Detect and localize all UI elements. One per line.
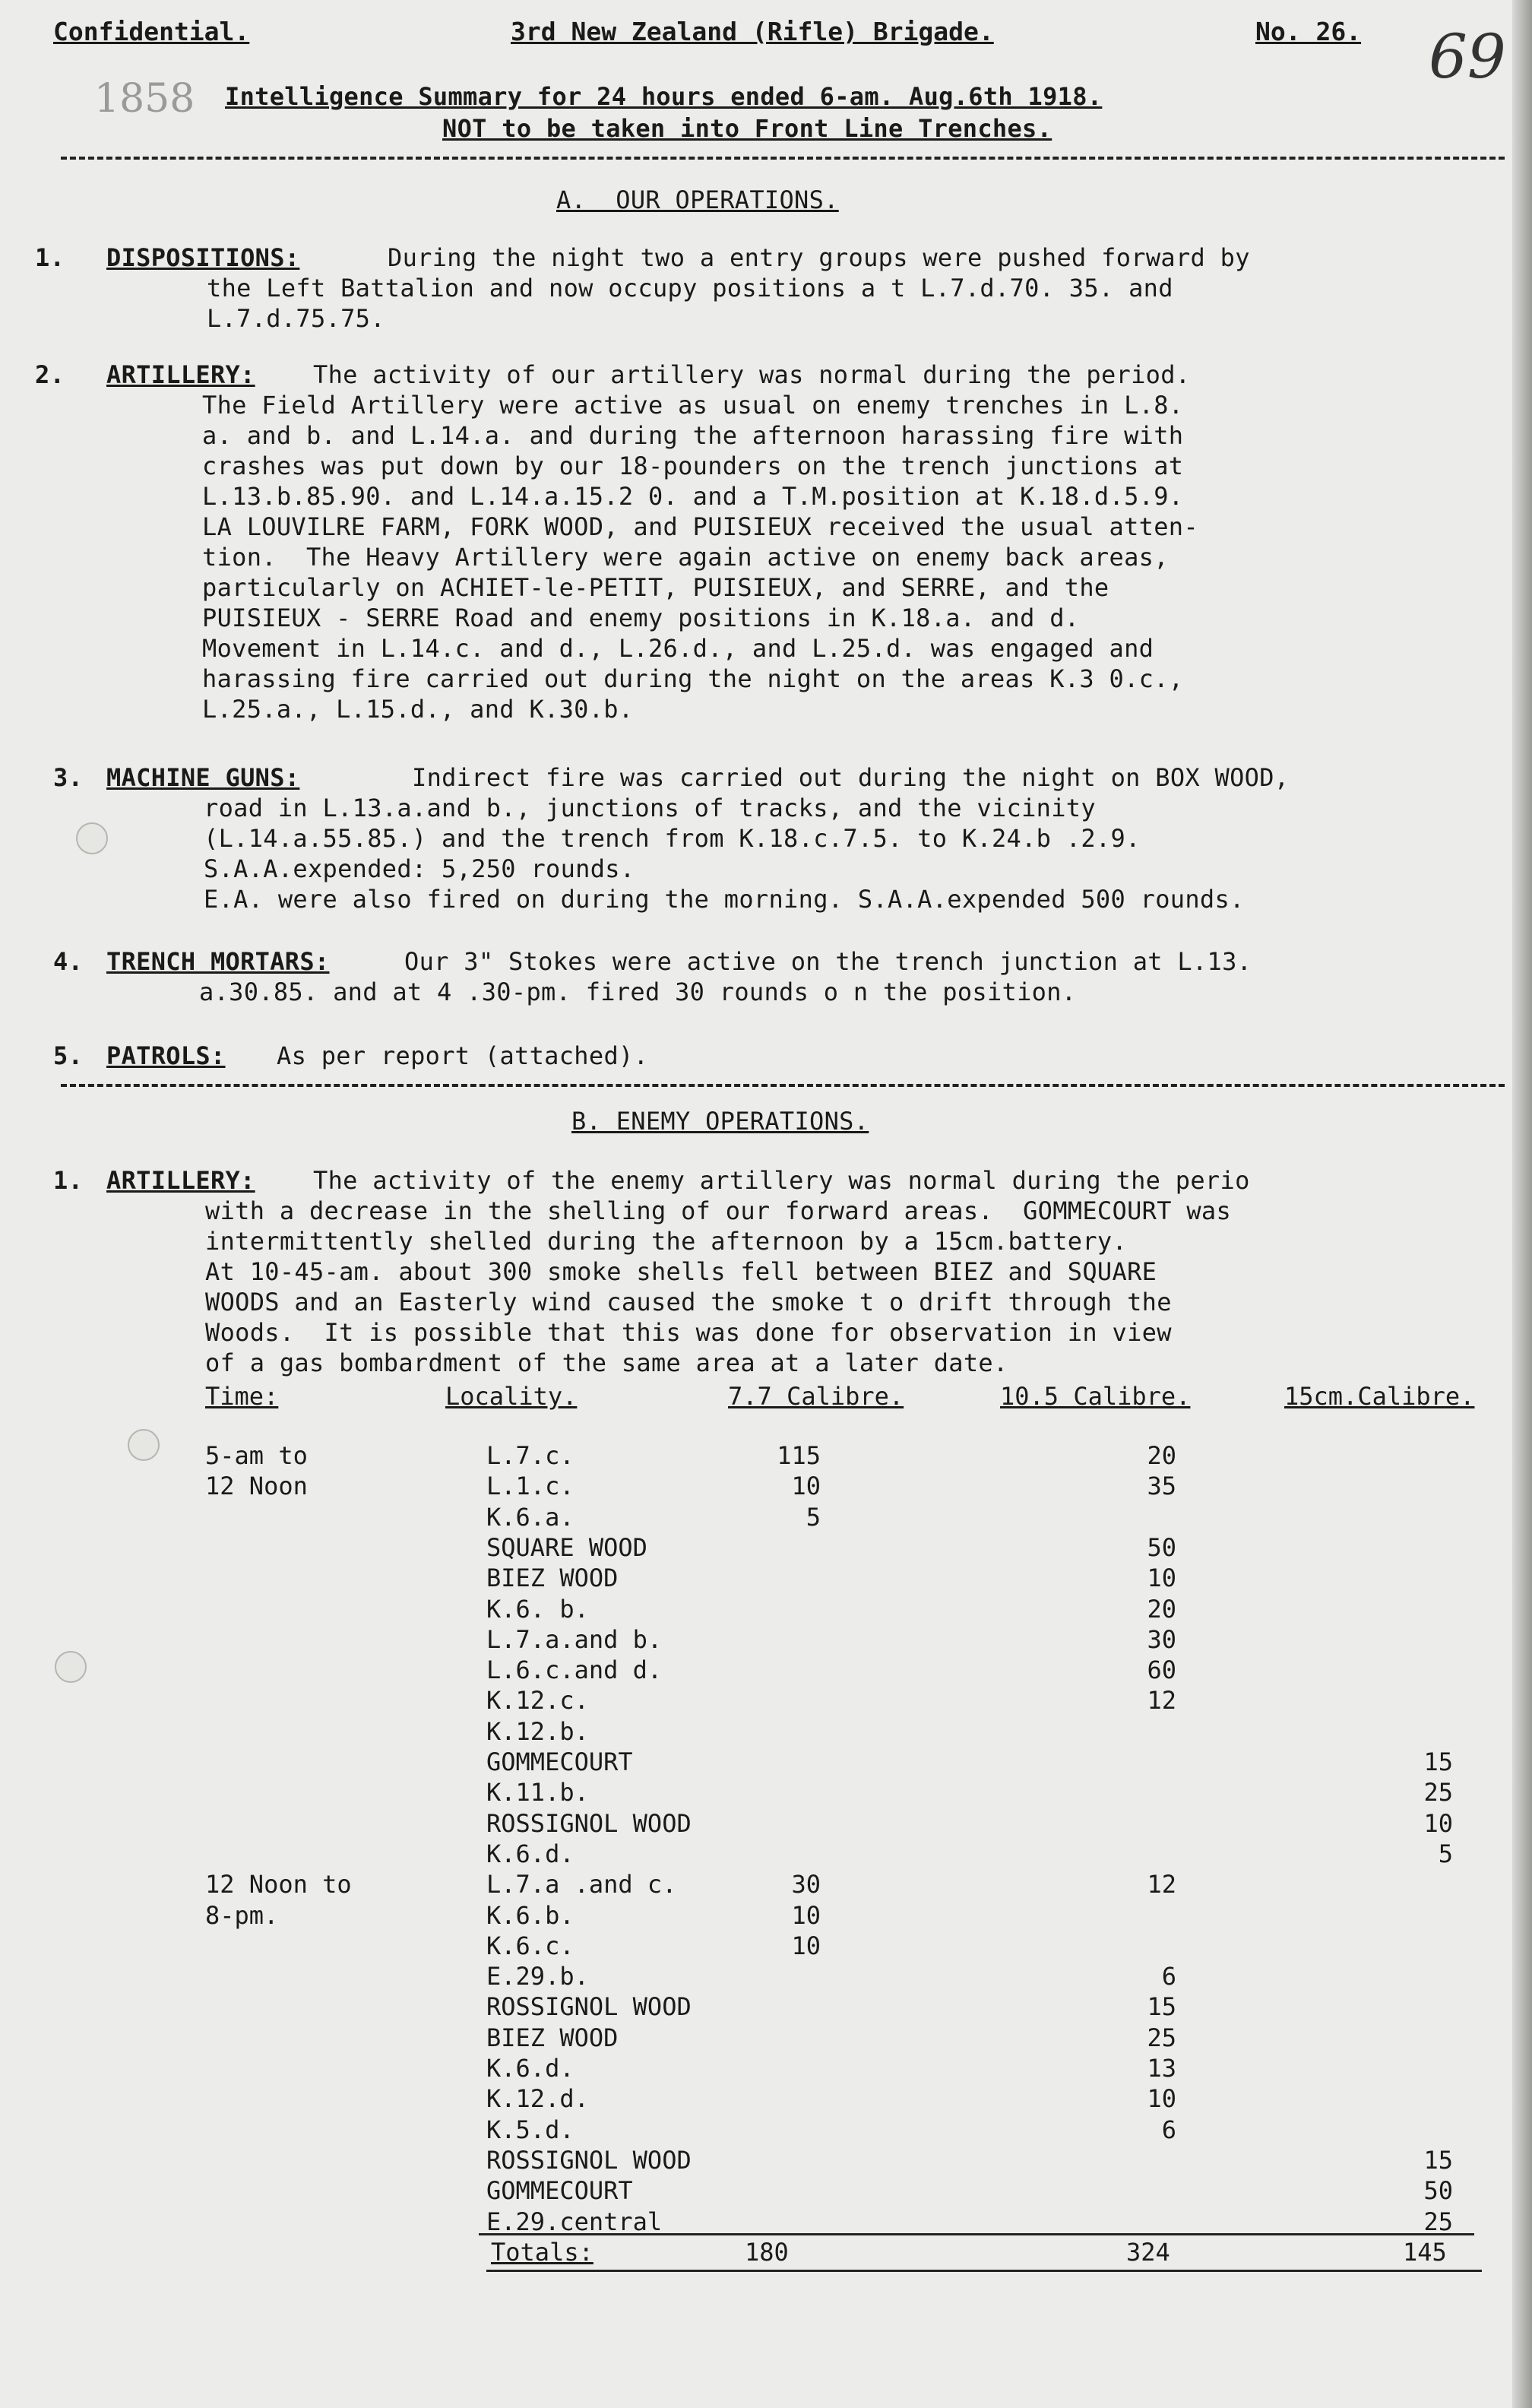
handwritten-page-number: 69 <box>1429 21 1506 92</box>
table-cell-calibre-105: 20 <box>1147 1595 1176 1624</box>
item-number: 1. <box>35 243 65 272</box>
item-number: 3. <box>53 763 84 792</box>
table-cell-calibre-105: 12 <box>1147 1686 1176 1715</box>
item-text-line: crashes was put down by our 18-pounders on the trench junctions at <box>202 452 1184 480</box>
table-header-calibre-105: 10.5 Calibre. <box>1000 1382 1191 1411</box>
table-cell-calibre-105: 35 <box>1147 1472 1176 1500</box>
table-cell-calibre-15cm: 25 <box>1423 2207 1453 2236</box>
punch-hole <box>55 1651 87 1683</box>
table-cell-locality: BIEZ WOOD <box>486 2023 619 2052</box>
item-text-line: a.30.85. and at 4 .30-pm. fired 30 rounds o n the position. <box>199 977 1077 1006</box>
table-cell-locality: GOMMECOURT <box>486 2176 633 2205</box>
item-text-line: PUISIEUX - SERRE Road and enemy positions in K.18.a. and d. <box>202 604 1080 632</box>
table-cell-locality: K.6.d. <box>486 1839 574 1868</box>
section-a-heading: A. OUR OPERATIONS. <box>556 185 839 214</box>
item-text-line: Movement in L.14.c. and d., L.26.d., and L.25.d. was engaged and <box>202 634 1154 663</box>
item-number: 5. <box>53 1041 84 1070</box>
table-cell-calibre-15cm: 10 <box>1423 1809 1453 1838</box>
item-text-line: the Left Battalion and now occupy positions a t L.7.d.70. 35. and <box>207 274 1173 303</box>
table-cell-calibre-77: 5 <box>806 1503 821 1532</box>
table-cell-calibre-15cm: 5 <box>1438 1839 1453 1868</box>
table-cell-calibre-15cm: 25 <box>1423 1778 1453 1807</box>
table-cell-locality: K.11.b. <box>486 1778 589 1807</box>
separator-line <box>61 1084 1505 1087</box>
table-cell-locality: GOMMECOURT <box>486 1747 633 1776</box>
item-text-line: tion. The Heavy Artillery were again active on enemy back areas, <box>202 543 1169 572</box>
table-cell-locality: K.12.d. <box>486 2084 589 2113</box>
punch-hole <box>76 822 108 854</box>
item-label-artillery: ARTILLERY: <box>106 360 255 389</box>
totals-label: Totals: <box>491 2238 593 2267</box>
item-label-dispositions: DISPOSITIONS: <box>106 243 300 272</box>
totals-rule <box>479 2233 1474 2235</box>
item-text-line: of a gas bombardment of the same area at a later date. <box>205 1348 1008 1377</box>
table-cell-calibre-105: 25 <box>1147 2023 1176 2052</box>
table-cell-calibre-105: 6 <box>1161 1962 1176 1991</box>
table-cell-locality: L.7.a.and b. <box>486 1625 663 1654</box>
table-header-locality: Locality. <box>445 1382 578 1411</box>
table-cell-calibre-77: 115 <box>777 1441 821 1470</box>
totals-calibre-15cm: 145 <box>1403 2238 1447 2267</box>
item-text-line: The activity of the enemy artillery was normal during the perio <box>313 1166 1250 1195</box>
table-cell-locality: ROSSIGNOL WOOD <box>486 2146 692 2175</box>
table-cell-locality: K.6.a. <box>486 1503 574 1532</box>
item-number: 4. <box>53 947 84 976</box>
unit-name: 3rd New Zealand (Rifle) Brigade. <box>511 17 994 46</box>
item-text-line: with a decrease in the shelling of our forward areas. GOMMECOURT was <box>205 1196 1232 1225</box>
table-cell-locality: E.29.central <box>486 2207 663 2236</box>
table-cell-locality: K.5.d. <box>486 2115 574 2144</box>
item-text-line: L.25.a., L.15.d., and K.30.b. <box>202 695 634 724</box>
table-cell-calibre-105: 10 <box>1147 2084 1176 2113</box>
table-cell-locality: L.1.c. <box>486 1472 574 1500</box>
table-cell-calibre-77: 10 <box>791 1472 821 1500</box>
table-header-time: Time: <box>205 1382 279 1411</box>
item-label-patrols: PATROLS: <box>106 1041 226 1070</box>
document-number: No. 26. <box>1255 17 1362 46</box>
table-cell-time: 12 Noon to <box>205 1870 352 1899</box>
table-cell-calibre-15cm: 15 <box>1423 2146 1453 2175</box>
table-cell-calibre-105: 60 <box>1147 1656 1176 1684</box>
table-cell-time: 5-am to <box>205 1441 308 1470</box>
item-label-trench-mortars: TRENCH MORTARS: <box>106 947 330 976</box>
table-cell-calibre-105: 15 <box>1147 1992 1176 2021</box>
table-cell-locality: K.6.d. <box>486 2054 574 2083</box>
item-text-line: LA LOUVILRE FARM, FORK WOOD, and PUISIEUX received the usual atten- <box>202 512 1198 541</box>
table-cell-calibre-105: 12 <box>1147 1870 1176 1899</box>
table-cell-calibre-105: 50 <box>1147 1533 1176 1562</box>
table-cell-locality: L.6.c.and d. <box>486 1656 663 1684</box>
table-cell-locality: L.7.a .and c. <box>486 1870 677 1899</box>
table-cell-locality: K.12.c. <box>486 1686 589 1715</box>
table-header-calibre-77: 7.7 Calibre. <box>728 1382 904 1411</box>
table-cell-calibre-15cm: 15 <box>1423 1747 1453 1776</box>
archive-stamp: 1858 <box>94 76 195 122</box>
table-cell-calibre-15cm: 50 <box>1423 2176 1453 2205</box>
item-label-machine-guns: MACHINE GUNS: <box>106 763 300 792</box>
table-cell-locality: ROSSIGNOL WOOD <box>486 1992 692 2021</box>
table-cell-calibre-105: 13 <box>1147 2054 1176 2083</box>
table-cell-calibre-77: 10 <box>791 1901 821 1930</box>
item-text-line: (L.14.a.55.85.) and the trench from K.18.c.7.5. to K.24.b .2.9. <box>204 824 1141 853</box>
item-text-line: The activity of our artillery was normal during the period. <box>313 360 1191 389</box>
item-number: 1. <box>53 1166 84 1195</box>
item-text-line: particularly on ACHIET-le-PETIT, PUISIEUX, and SERRE, and the <box>202 573 1109 602</box>
table-cell-calibre-105: 10 <box>1147 1564 1176 1592</box>
item-text-line: S.A.A.expended: 5,250 rounds. <box>204 854 635 883</box>
item-text-line: road in L.13.a.and b., junctions of tracks, and the vicinity <box>204 794 1096 822</box>
table-cell-locality: K.6.b. <box>486 1901 574 1930</box>
item-text-line: The Field Artillery were active as usual on enemy trenches in L.8. <box>202 391 1184 420</box>
table-cell-locality: K.6. b. <box>486 1595 589 1624</box>
table-cell-calibre-77: 10 <box>791 1931 821 1960</box>
item-text-line: harassing fire carried out during the night on the areas K.3 0.c., <box>202 664 1184 693</box>
item-text-line: Indirect fire was carried out during the night on BOX WOOD, <box>412 763 1290 792</box>
item-text-line: At 10-45-am. about 300 smoke shells fell between BIEZ and SQUARE <box>205 1257 1157 1286</box>
page-edge-shadow <box>1512 0 1532 2408</box>
table-header-calibre-15cm: 15cm.Calibre. <box>1284 1382 1475 1411</box>
separator-line <box>61 157 1505 160</box>
item-text-line: E.A. were also fired on during the morning. S.A.A.expended 500 rounds. <box>204 885 1245 914</box>
table-cell-calibre-105: 6 <box>1161 2115 1176 2144</box>
table-cell-time: 8-pm. <box>205 1901 279 1930</box>
table-cell-locality: ROSSIGNOL WOOD <box>486 1809 692 1838</box>
table-cell-locality: K.12.b. <box>486 1717 589 1746</box>
item-text-line: a. and b. and L.14.a. and during the afternoon harassing fire with <box>202 421 1184 450</box>
item-text-line: L.13.b.85.90. and L.14.a.15.2 0. and a T.M.position at K.18.d.5.9. <box>202 482 1184 511</box>
table-cell-locality: BIEZ WOOD <box>486 1564 619 1592</box>
item-text-line: L.7.d.75.75. <box>207 304 385 333</box>
table-cell-locality: SQUARE WOOD <box>486 1533 647 1562</box>
table-cell-locality: K.6.c. <box>486 1931 574 1960</box>
summary-subtitle: NOT to be taken into Front Line Trenches. <box>442 114 1052 143</box>
item-label-enemy-artillery: ARTILLERY: <box>106 1166 255 1195</box>
totals-calibre-77: 180 <box>745 2238 789 2267</box>
summary-title: Intelligence Summary for 24 hours ended 6-am. Aug.6th 1918. <box>225 82 1103 111</box>
table-cell-locality: E.29.b. <box>486 1962 589 1991</box>
table-cell-locality: L.7.c. <box>486 1441 574 1470</box>
table-cell-calibre-105: 20 <box>1147 1441 1176 1470</box>
item-text-line: During the night two a entry groups were pushed forward by <box>388 243 1250 272</box>
table-cell-calibre-105: 30 <box>1147 1625 1176 1654</box>
table-cell-time: 12 Noon <box>205 1472 308 1500</box>
item-text-line: Woods. It is possible that this was done for observation in view <box>205 1318 1172 1347</box>
item-text-line: As per report (attached). <box>277 1041 649 1070</box>
item-number: 2. <box>35 360 65 389</box>
totals-underline <box>486 2270 1482 2272</box>
totals-calibre-105: 324 <box>1126 2238 1170 2267</box>
table-cell-calibre-77: 30 <box>791 1870 821 1899</box>
item-text-line: WOODS and an Easterly wind caused the smoke t o drift through the <box>205 1288 1172 1316</box>
section-b-heading: B. ENEMY OPERATIONS. <box>571 1107 869 1136</box>
item-text-line: intermittently shelled during the afternoon by a 15cm.battery. <box>205 1227 1128 1256</box>
classification-label: Confidential. <box>53 17 250 46</box>
punch-hole <box>128 1429 160 1461</box>
item-text-line: Our 3" Stokes were active on the trench junction at L.13. <box>404 947 1252 976</box>
